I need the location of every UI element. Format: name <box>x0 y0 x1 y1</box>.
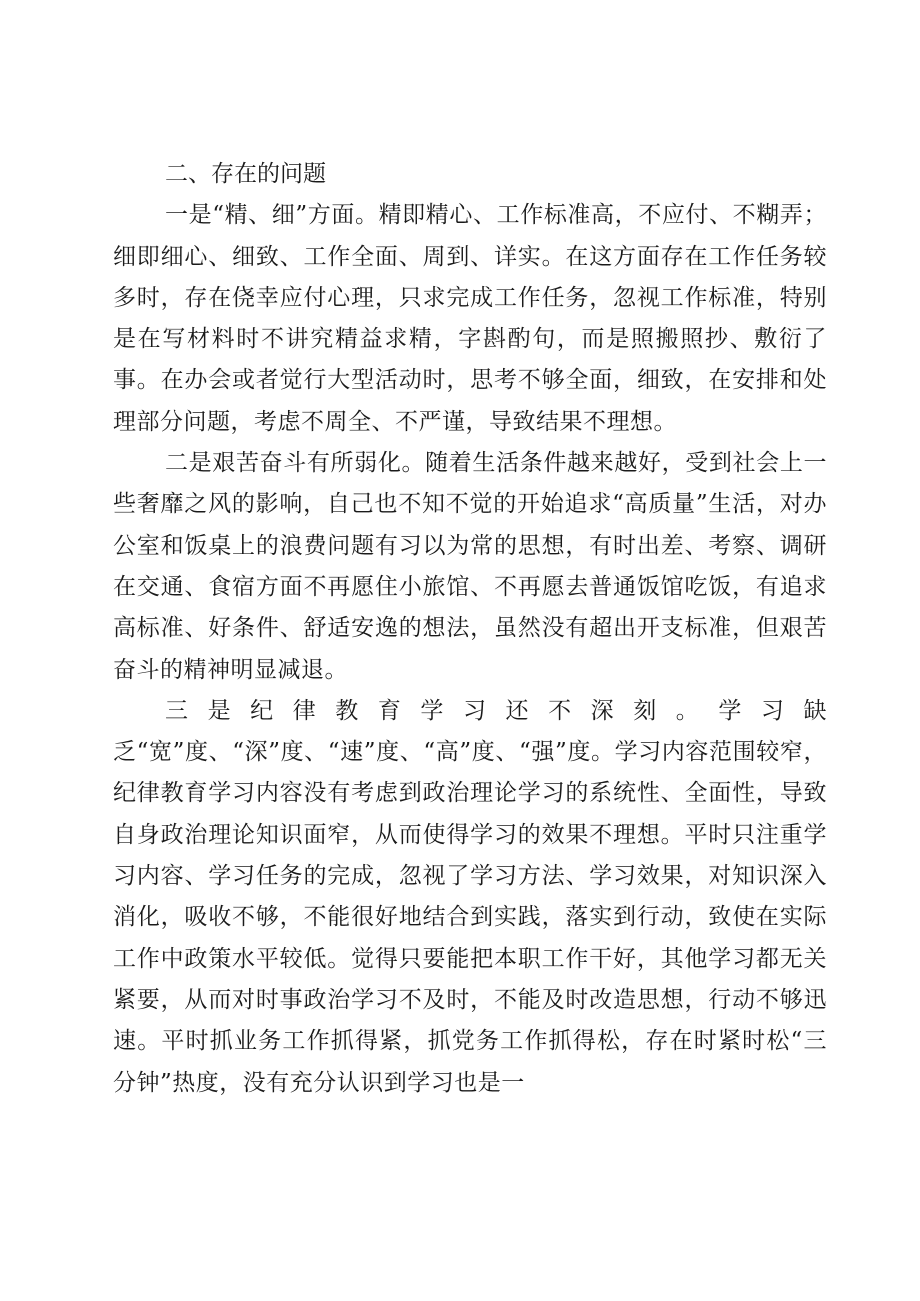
paragraph-discipline-study: 三是纪律教育学习还不深刻。学习缺乏“宽”度、“深”度、“速”度、“高”度、“强”度。学习内容范围较窄，纪律教育学习内容没有考虑到政治理论学习的系统性、全面性，导致自身政治理论知识面窄，从而使得学习的效果不理想。平时只注重学习内容、学习任务的完成，忽视了学习方法、学习效果，对知识深入消化，吸收不够，不能很好地结合到实践，落实到行动，致使在实际工作中政策水平较低。觉得只要能把本职工作干好，其他学习都无关紧要，从而对时事政治学习不及时，不能及时改造思想，行动不够迅速。平时抓业务工作抓得紧，抓党务工作抓得松，存在时紧时松“三分钟”热度，没有充分认识到学习也是一 <box>113 697 827 1096</box>
paragraph-hard-work: 二是艰苦奋斗有所弱化。随着生活条件越来越好，受到社会上一些奢靡之风的影响，自己也不知不觉的开始追求“高质量”生活，对办公室和饭桌上的浪费问题有习以为常的思想，有时出差、考察、调研在交通、食宿方面不再愿住小旅馆、不再愿去普通饭馆吃饭，有追求高标准、好条件、舒适安逸的想法，虽然没有超出开支标准，但艰苦奋斗的精神明显减退。 <box>113 450 827 683</box>
document-body <box>113 154 827 1104</box>
section-heading: 二、存在的问题 <box>165 161 326 187</box>
paragraph-precision: 一是“精、细”方面。精即精心、工作标准高，不应付、不糊弄；细即细心、细致、工作全面、周到、详实。在这方面存在工作任务较多时，存在侥幸应付心理，只求完成工作任务，忽视工作标准，特别是在写材料时不讲究精益求精，字斟酌句，而是照搬照抄、敷衍了事。在办会或者觉行大型活动时，思考不够全面，细致，在安排和处理部分问题，考虑不周全、不严谨，导致结果不理想。 <box>113 202 827 435</box>
